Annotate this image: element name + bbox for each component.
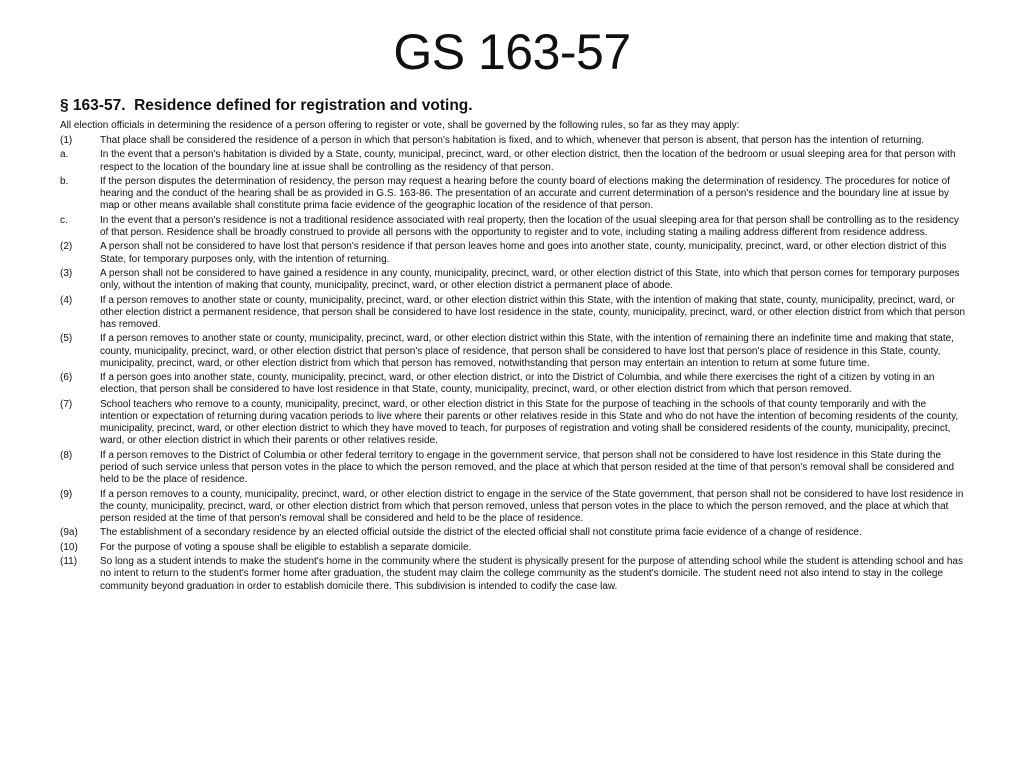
rule-item-11 <box>60 556 966 593</box>
rule-item-1 <box>60 135 966 147</box>
rule-text: If a person removes to another state or county, municipality, precinct, ward, or other election district within this State, with the intention of making that state, county, municipality, precinct, ward, or other election district a permanent residence, that person shall be considered to have lost residence in the state, county, municipality, precinct, ward, or other election district from which that person has removed. <box>100 294 966 330</box>
rule-text: In the event that a person's residence is not a traditional residence associated with real property, then the location of the usual sleeping area for that person shall be controlling as to the residency of that person. Residence shall be broadly construed to provide all persons with the opportunity to register and to vote, including stating a mailing address different from residence address. <box>100 214 959 238</box>
rule-item-c <box>60 215 966 239</box>
rules-list <box>60 135 966 595</box>
rule-label: (1) <box>60 135 73 146</box>
rule-text: In the event that a person's habitation is divided by a State, county, municipal, precinct, ward, or other election district, then the location of the bedroom or usual sleeping area for that person with respect to the location of the boundary line at issue shall be controlling as the residency of that person. <box>100 149 956 173</box>
rule-text: If a person removes to a county, municipality, precinct, ward, or other election district to engage in the service of the State government, that person shall not be considered to have lost residence in the county, municipality, precinct, ward, or other election district from which that person removed, unless that person votes in the place to which the person removed, and the place at which that person resided at the time of that person's removal shall be considered and held to be the place of residence. <box>100 488 964 524</box>
rule-label: a. <box>60 149 69 161</box>
rule-label: (9) <box>60 488 73 500</box>
rule-text: If a person removes to the District of Columbia or other federal territory to engage in the government service, that person shall not be considered to have lost residence in this State during the period of such service unless that person votes in the place to which the person removed, and the place at which that person resided at the time of that person's removal shall be considered and held to be the place of residence. <box>100 449 955 486</box>
rule-label: (9a) <box>60 527 78 539</box>
section-heading: § 163-57. Residence defined for registration and voting. <box>60 97 473 114</box>
rule-item-5 <box>60 333 966 370</box>
rule-label: (2) <box>60 241 73 253</box>
rule-label: b. <box>60 175 69 187</box>
rule-text: If the person disputes the determination of residency, the person may request a hearing before the county board of elections making the determination of residency. The procedures for notice of hearing and the conduct of the hearing shall be as provided in G.S. 163-86. The presentation of an accurate and current determination of a person's residence and the boundary line at issue by map or other means available shall constitute prima facie evidence of the geographic location of the residence of that person. <box>100 175 950 212</box>
rule-label: (10) <box>60 541 78 553</box>
rule-label: c. <box>60 214 68 226</box>
rule-item-2 <box>60 241 966 265</box>
rule-text: For the purpose of voting a spouse shall be eligible to establish a separate domicile. <box>100 541 472 553</box>
rule-text: If a person removes to another state or county, municipality, precinct, ward, or other election district within this State, with the intention of remaining there an indefinite time and making that state, county, municipality, precinct, ward, or other election district that person's place of residence, that person shall be considered to have lost that person's place of residence in this State, county, municipality, precinct, ward, or other election district from which that person has removed, notwithstanding that person may entertain an intention to return at some future time. <box>100 333 954 369</box>
rule-label: (7) <box>60 398 73 410</box>
rule-label: (4) <box>60 294 73 306</box>
rule-text: The establishment of a secondary residence by an elected official outside the district of the elected official shall not constitute prima facie evidence of a change of residence. <box>100 527 862 539</box>
rule-item-10 <box>60 542 966 554</box>
rule-text: If a person goes into another state, county, municipality, precinct, ward, or other election district, or into the District of Columbia, and while there exercises the right of a citizen by voting in an election, that person shall be considered to have lost residence in that State, county, municipality, precinct, ward, or other election district from which that person removed. <box>100 372 935 396</box>
rule-item-9 <box>60 489 966 526</box>
slide-title: GS 163-57 <box>393 24 631 80</box>
rule-label: (8) <box>60 449 73 461</box>
intro-paragraph: All election officials in determining the residence of a person offering to register or vote, shall be governed by the following rules, so far as they may apply: <box>60 120 740 131</box>
rule-item-6 <box>60 372 966 396</box>
rule-text: So long as a student intends to make the student's home in the community where the student is physically present for the purpose of attending school while the student is attending school and has no intent to return to the student's former home after graduation, the student may claim the college community as the student's domicile. The student need not also intend to stay in the college community beyond graduation in order to establish domicile there. This subdivision is intended to codify the case law. <box>100 556 963 592</box>
rule-item-a <box>60 149 966 173</box>
rule-text: That place shall be considered the residence of a person in which that person's habitation is fixed, and to which, whenever that person is absent, that person has the intention of returning. <box>100 135 925 146</box>
rule-label: (3) <box>60 267 73 279</box>
rule-label: (11) <box>60 556 78 568</box>
rule-item-9a <box>60 527 966 539</box>
rule-item-3 <box>60 268 966 292</box>
rule-item-4 <box>60 295 966 332</box>
rule-label: (5) <box>60 333 73 345</box>
rule-item-7 <box>60 399 966 448</box>
rule-text: A person shall not be considered to have gained a residence in any county, municipality, precinct, ward, or other election district of this State, into which that person comes for temporary purposes only, without the intention of making that county, municipality, precinct, ward, or other election district a permanent place of abode. <box>100 267 960 292</box>
rule-text: A person shall not be considered to have lost that person's residence if that person leaves home and goes into another state, county, municipality, precinct, ward, or other election district of this State, for temporary purposes only, with the intention of returning. <box>100 241 947 265</box>
rule-text: School teachers who remove to a county, municipality, precinct, ward, or other election district in this State for the purpose of teaching in the schools of that county temporarily and with the intention or expectation of returning during vacation periods to live where their parents or other relatives reside in this State and who do not have the intention of becoming residents of the county, municipality, precinct, ward, or other election district to which they have moved to teach, for purposes of registration and voting shall be considered residents of the county, municipality, precinct, ward, or other election district in which their parents or other relatives reside. <box>100 398 959 447</box>
rule-item-8 <box>60 450 966 487</box>
rule-item-b <box>60 176 966 213</box>
rule-label: (6) <box>60 372 73 384</box>
